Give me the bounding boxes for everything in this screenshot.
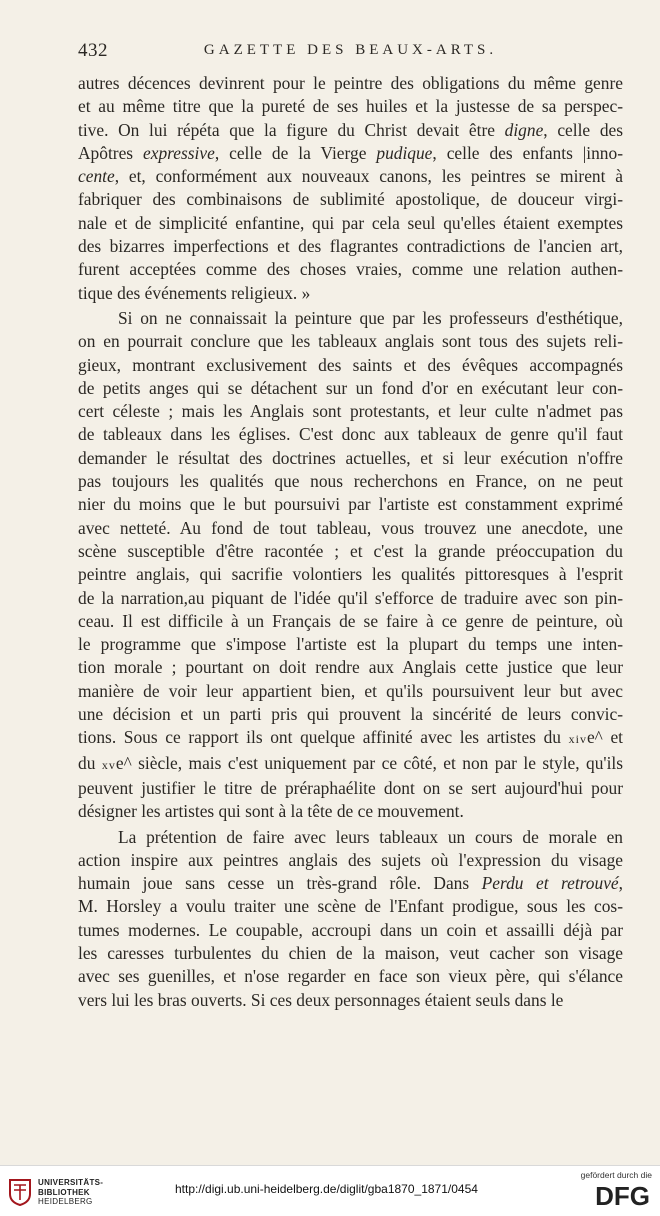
text-line: nier du moins que le but poursuivi par l'artiste est constamment exprimé [78, 494, 623, 515]
text-line: tique des événements religieux. » [78, 282, 311, 303]
text-line: des bizarres imperfections et des flagrantes contradictions de l'ancien art, [78, 236, 623, 257]
text-line: fabriquer des combinaisons de sublimité apostolique, de douceur virgi- [78, 189, 623, 210]
text-line: humain joue sans cesse un très-grand rôle. Dans Perdu et retrouvé, [78, 873, 623, 894]
text-line: ceau. Il est difficile à un Français de se faire à ce genre de peinture, où [78, 610, 623, 631]
library-seal-icon [8, 1176, 32, 1206]
funding-caption: gefördert durch die [580, 1170, 652, 1180]
text-line: de petits anges qui se détachent sur un fond d'or en exécutant leur con- [78, 377, 623, 398]
text-line: cente, et, conformément aux nouveaux canons, les peintres se mirent à [78, 166, 623, 187]
dfg-logo-icon[interactable] [584, 1182, 652, 1208]
library-name-line: HEIDELBERG [38, 1197, 93, 1206]
text-line: du xve^ siècle, mais c'est uniquement par ce côté, et non par le style, qu'ils [78, 752, 623, 773]
text-line: de tableaux dans les églises. C'est donc aux tableaux de genre qu'il faut [78, 424, 623, 445]
text-line: gieux, montrant exclusivement des saints et des évêques accompagnés [78, 354, 623, 375]
text-line: on en pourrait conclure que les tableaux anglais sont tous des sujets reli- [78, 331, 623, 352]
text-line: les caresses turbulentes du chien de la maison, veut cacher son visage [78, 942, 623, 963]
text-line: furent acceptées comme des choses vraies, comme une relation authen- [78, 259, 623, 280]
text-line: autres décences devinrent pour le peintre des obligations du même genre [78, 73, 623, 93]
text-line: tive. On lui répéta que la figure du Christ devait être digne, celle des [78, 119, 624, 140]
library-logo[interactable] [8, 1174, 138, 1208]
text-line: désigner les artistes qui sont à la tête de ce mouvement. [78, 801, 464, 822]
text-line: tions. Sous ce rapport ils ont quelque affinité avec les artistes du xive^ et [78, 727, 624, 748]
text-line: et au même titre que la pureté de ses huiles et la justesse de sa perspec- [78, 96, 623, 117]
text-line: cert céleste ; mais les Anglais sont protestants, et leur culte n'admet pas [78, 401, 623, 422]
text-line: le programme que s'impose l'artiste est la plupart du temps une inten- [78, 634, 623, 655]
running-head [78, 40, 623, 66]
library-name-line: UNIVERSITÄTS- [38, 1178, 104, 1187]
text-line: peuvent justifier le titre de préraphaélite dont on se sert aujourd'hui pour [78, 777, 623, 798]
library-name-line: BIBLIOTHEK [38, 1187, 90, 1197]
text-line: demander le résultat des doctrines actuelles, et si leur exécution n'offre [78, 447, 623, 468]
text-line: M. Horsley a voulu traiter une scène de l'Enfant prodigue, sous les cos- [78, 896, 623, 917]
text-line: une décision et un parti pris qui prouvent la sincérité de leurs convic- [78, 704, 623, 725]
text-line: La prétention de faire avec leurs tableaux un cours de morale en [118, 826, 623, 847]
text-line: de la narration,au piquant de l'idée qu'il s'efforce de traduire avec son pin- [78, 587, 623, 608]
permalink-url[interactable]: http://digi.ub.uni-heidelberg.de/diglit/gba1870_1871/0454 [175, 1182, 478, 1196]
text-line: pas toujours les qualités que nous recherchons en France, on ne peut [78, 471, 623, 492]
text-line: Si on ne connaissait la peinture que par les professeurs d'esthétique, [118, 307, 623, 328]
library-name [38, 1178, 103, 1207]
text-line: action inspire aux peintres anglais des sujets où l'expression du visage [78, 849, 623, 870]
digitization-footer [0, 1165, 660, 1216]
funder-block [562, 1170, 652, 1212]
text-line: avec ses guenilles, et n'ose regarder en face son vieux père, qui s'élance [78, 966, 623, 987]
text-line: manière de voir leur appartient bien, et qu'ils poursuivent leur but avec [78, 680, 623, 701]
text-line: Apôtres expressive, celle de la Vierge pudique, celle des enfants |inno- [78, 142, 623, 163]
body-text [78, 72, 623, 1014]
text-line: nale et de simplicité enfantine, qui par cela seul qu'elles étaient exemptes [78, 212, 623, 233]
journal-title: GAZETTE DES BEAUX-ARTS. [203, 42, 498, 58]
text-line: vers lui les bras ouverts. Si ces deux personnages étaient seuls dans le [78, 989, 564, 1010]
text-line: peintre anglais, qui sacrifie volontiers les qualités pittoresques à l'esprit [78, 564, 623, 585]
text-line: tion morale ; pourtant on doit rendre aux Anglais cette justice que leur [78, 657, 623, 678]
page-number: 432 [78, 40, 108, 61]
paragraph [78, 307, 623, 824]
paragraph [78, 72, 623, 305]
text-line: scène susceptible d'être racontée ; et c'est la grande préoccupation du [78, 540, 623, 561]
dfg-logo-text: DFG [595, 1182, 650, 1208]
text-line: tumes modernes. Le coupable, accroupi dans un coin et assailli déjà par [78, 919, 623, 940]
paragraph [78, 826, 623, 1012]
text-line: avec netteté. Au fond de tout tableau, vous trouvez une anecdote, une [78, 517, 623, 538]
